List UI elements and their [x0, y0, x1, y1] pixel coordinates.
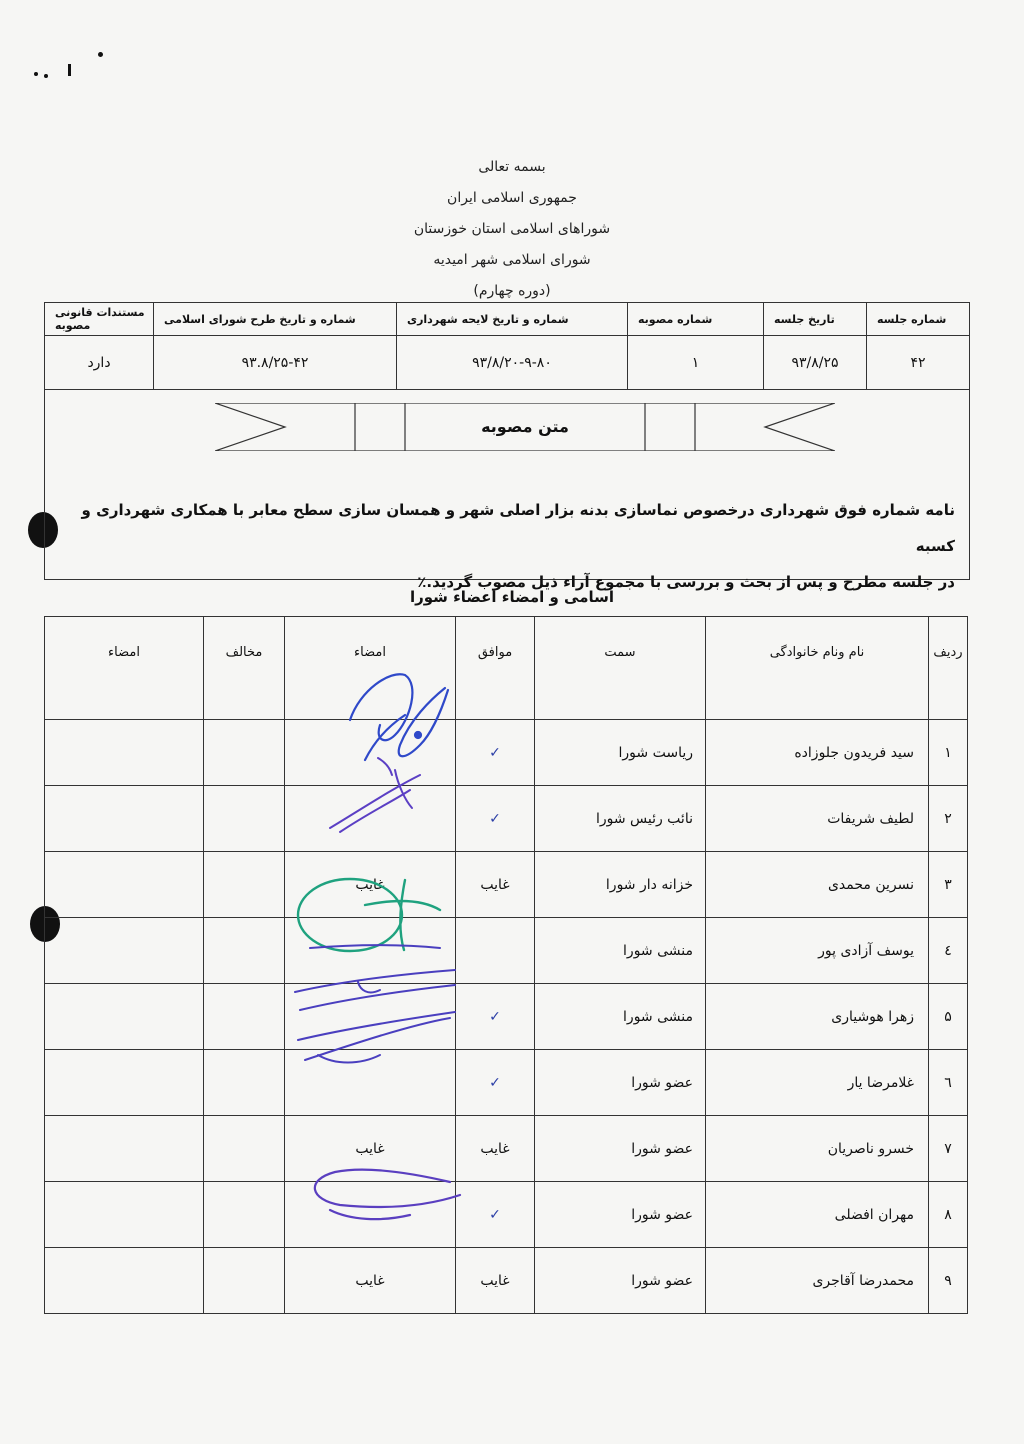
- member-role: عضو شورا: [535, 1116, 706, 1182]
- member-row: [45, 1050, 968, 1116]
- member-oppose: [204, 1116, 285, 1182]
- member-role: خزانه دار شورا: [535, 852, 706, 918]
- member-oppose: [204, 852, 285, 918]
- meta-header-council-plan-ref: شماره و تاریخ طرح شورای اسلامی: [154, 303, 397, 336]
- member-num: ۳: [929, 852, 968, 918]
- resolution-title: متن مصوبه: [481, 417, 569, 436]
- header-country: جمهوری اسلامی ایران: [447, 190, 577, 206]
- member-row: [45, 1116, 968, 1182]
- member-num: ٤: [929, 918, 968, 984]
- header-province-councils: شوراهای اسلامی استان خوزستان: [413, 221, 611, 237]
- member-oppose: [204, 720, 285, 786]
- member-num: ۲: [929, 786, 968, 852]
- member-row: [45, 918, 968, 984]
- member-signature: غایب: [285, 1116, 456, 1182]
- member-agree: ✓: [456, 720, 535, 786]
- member-oppose: [204, 1050, 285, 1116]
- member-agree: [456, 918, 535, 984]
- member-agree: غایب: [456, 1116, 535, 1182]
- members-header-agree: موافق: [456, 617, 535, 720]
- member-role: عضو شورا: [535, 1182, 706, 1248]
- member-row: [45, 1182, 968, 1248]
- member-signature2: [45, 1050, 204, 1116]
- member-row: [45, 984, 968, 1050]
- resolution-text-line1: نامه شماره فوق شهرداری درخصوص نماسازی بدنه بزار اصلی شهر و همسان سازی سطح معابر با همکاری شهرداری و کسبه: [81, 501, 955, 555]
- member-agree: ✓: [456, 984, 535, 1050]
- member-role: ریاست شورا: [535, 720, 706, 786]
- member-signature2: [45, 720, 204, 786]
- meta-header-bill-ref: شماره و تاریخ لایحه شهرداری: [397, 303, 628, 336]
- member-agree: ✓: [456, 1182, 535, 1248]
- member-oppose: [204, 786, 285, 852]
- member-signature: غایب: [285, 852, 456, 918]
- member-signature2: [45, 1116, 204, 1182]
- member-name: لطیف شریفات: [706, 786, 929, 852]
- member-oppose: [204, 1182, 285, 1248]
- member-role: منشی شورا: [535, 984, 706, 1050]
- member-num: ۷: [929, 1116, 968, 1182]
- meta-session-date: ۹۳/۸/۲۵: [764, 336, 867, 390]
- header-term: (دوره چهارم): [473, 283, 551, 299]
- members-title: اسامی و امضاء اعضاء شورا: [409, 588, 615, 606]
- members-header-name: نام ونام خانوادگی: [706, 617, 929, 720]
- member-num: ۸: [929, 1182, 968, 1248]
- member-name: زهرا هوشیاری: [706, 984, 929, 1050]
- member-signature: [285, 1050, 456, 1116]
- resolution-banner: [215, 403, 835, 451]
- member-signature2: [45, 1248, 204, 1314]
- members-header-num: ردیف: [929, 617, 968, 720]
- member-agree: غایب: [456, 1248, 535, 1314]
- member-role: منشی شورا: [535, 918, 706, 984]
- letter-header: [0, 152, 1024, 307]
- member-signature2: [45, 984, 204, 1050]
- member-signature2: [45, 786, 204, 852]
- member-agree: ✓: [456, 1050, 535, 1116]
- meta-session-no: ۴۲: [867, 336, 970, 390]
- members-header-sign2: امضاء: [45, 617, 204, 720]
- meta-header-resolution-no: شماره مصوبه: [628, 303, 764, 336]
- member-num: ۹: [929, 1248, 968, 1314]
- members-header-oppose: مخالف: [204, 617, 285, 720]
- member-oppose: [204, 984, 285, 1050]
- member-row: [45, 852, 968, 918]
- meta-header-session-no: شماره جلسه: [867, 303, 970, 336]
- meta-header-session-date: تاریخ جلسه: [764, 303, 867, 336]
- meta-header-legal-docs: مستندات قانونی مصوبه: [45, 303, 154, 336]
- meta-table: [44, 302, 970, 390]
- member-name: سید فریدون جلوزاده: [706, 720, 929, 786]
- resolution-text-line2: در جلسه مطرح و پس از بحث و بررسی با مجموع آراء ذیل مصوب گردید.٪: [417, 573, 955, 591]
- member-role: نائب رئیس شورا: [535, 786, 706, 852]
- member-num: ۱: [929, 720, 968, 786]
- corner-marks: [30, 48, 110, 88]
- member-agree: غایب: [456, 852, 535, 918]
- members-header-sign: امضاء: [285, 617, 456, 720]
- header-city-council: شورای اسلامی شهر امیدیه: [433, 252, 591, 268]
- member-name: مهران افضلی: [706, 1182, 929, 1248]
- members-table: [44, 616, 968, 1314]
- member-signature: [285, 918, 456, 984]
- member-signature: [285, 984, 456, 1050]
- member-role: عضو شورا: [535, 1248, 706, 1314]
- member-name: خسرو ناصریان: [706, 1116, 929, 1182]
- member-name: یوسف آزادی پور: [706, 918, 929, 984]
- member-name: نسرین محمدی: [706, 852, 929, 918]
- member-row: [45, 1248, 968, 1314]
- meta-council-plan-ref: ۹۳.۸/۲۵-۴۲: [154, 336, 397, 390]
- member-role: عضو شورا: [535, 1050, 706, 1116]
- member-num: ۵: [929, 984, 968, 1050]
- header-basmala: بسمه تعالی: [478, 159, 546, 175]
- meta-bill-ref: ۹۳/۸/۲۰-۹-۸۰: [397, 336, 628, 390]
- member-oppose: [204, 918, 285, 984]
- member-oppose: [204, 1248, 285, 1314]
- member-signature: [285, 1182, 456, 1248]
- member-agree: ✓: [456, 786, 535, 852]
- member-name: محمدرضا آقاجری: [706, 1248, 929, 1314]
- member-row: [45, 720, 968, 786]
- members-header-role: سمت: [535, 617, 706, 720]
- member-signature2: [45, 918, 204, 984]
- resolution-text: [55, 492, 955, 600]
- meta-resolution-no: ۱: [628, 336, 764, 390]
- meta-legal-docs: دارد: [45, 336, 154, 390]
- resolution-box: [44, 388, 970, 591]
- member-num: ٦: [929, 1050, 968, 1116]
- member-signature2: [45, 852, 204, 918]
- member-signature2: [45, 1182, 204, 1248]
- member-signature: غایب: [285, 1248, 456, 1314]
- member-name: غلامرضا یار: [706, 1050, 929, 1116]
- member-signature: [285, 720, 456, 786]
- member-row: [45, 786, 968, 852]
- member-signature: [285, 786, 456, 852]
